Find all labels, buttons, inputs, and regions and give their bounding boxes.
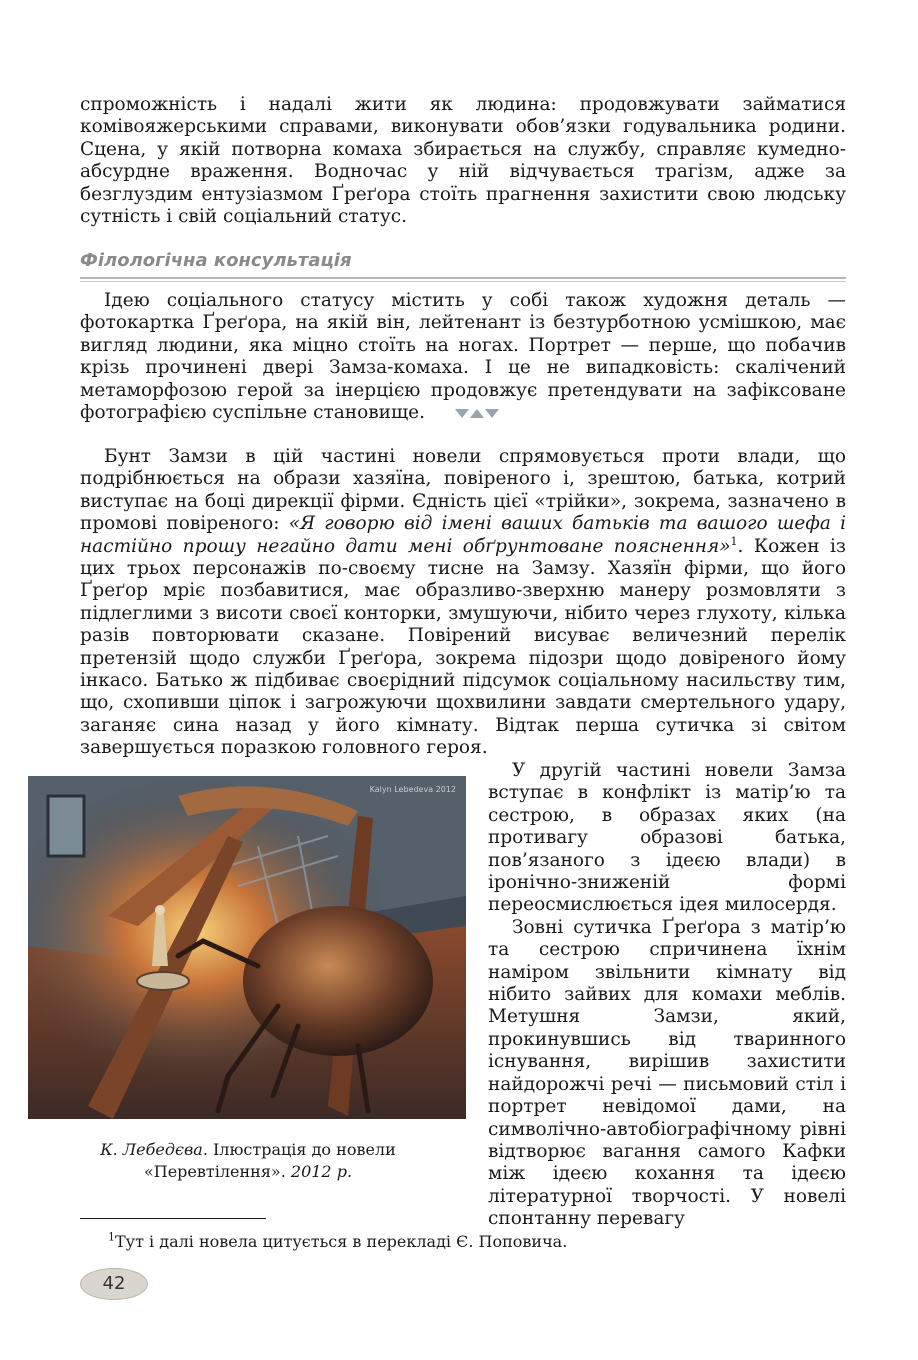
furniture-paragraph: Зовні сутичка Ґреґора з матір’ю та сестрою спричинена їхнім наміром звільнити кімнату від нібито зайвих для комахи меблів. Метушня Замзи, який, прокинувшись від тваринного існування, вирішив захистити найдорожчі речі — письмовий стіл і портрет невідомої дами, на символічно-автобіографічному рівні відтворює вагання самого Кафки між ідеєю кохання та ідеєю літературної творчості. У новелі спонтанну перевагу (488, 916, 846, 1230)
triangle-down-icon (455, 409, 469, 418)
triangle-up-icon (470, 409, 484, 418)
section-end-marker (431, 402, 500, 424)
illustration-caption (40, 1139, 456, 1183)
page-number: 42 (80, 1268, 148, 1300)
rebellion-text-start: Бунт Замзи в цій частині новели спрямовується проти влади, що подрібнюється на образи хазяїна, повіреного і, зрештою, батька, котрий виступає на боці дирекції фірми. Єдність цієї «трійки», зокрема, зазначено в промові повіреного: (80, 446, 846, 535)
right-column (488, 760, 846, 1231)
caption-author: К. Лебедєва (100, 1140, 203, 1159)
rebellion-paragraph (80, 446, 846, 760)
footnote-ref[interactable]: 1 (730, 534, 738, 548)
intro-paragraph: спроможність і надалі жити як людина: продовжувати займатися комівояжерськими справами, виконувати обов’язки годувальника родини. Сцена, у якій потворна комаха збирається на службу, справляє кумедно-абсурдне враження. Водночас у ній відчувається трагізм, адже за безглуздим ентузіазмом Ґреґора стоїть прагнення захистити свою людську сутність і свій соціальний статус. (80, 94, 846, 228)
consultation-text (80, 290, 846, 425)
triangle-down-icon (485, 409, 499, 418)
consultation-body: Ідею соціального статусу містить у собі також художня деталь — фотокартка Ґреґора, на якій він, лейтенант із безтурботною усмішкою, має вигляд людини, яка міцно стоїть на ногах. Портрет — перше, що побачив крізь прочинені двері Замза-комаха. І це не випадковість: скалічений метаморфозою герой за інерцією продовжує претендувати на зафіксоване фотографією суспільне становище. (80, 290, 846, 424)
consultation-divider (80, 277, 846, 282)
consultation-heading: Філологічна консультація (80, 250, 352, 271)
rebellion-text-end: . Кожен із цих трьох персонажів по-своєму тисне на Замзу. Хазяїн фірми, що його Ґреґор мріє позбавитися, має образливо-зверхню манеру розмовляти з підлеглими з висоти своєї конторки, змушуючи, нібито через глухоту, кілька разів повторювати сказане. Повірений висуває величезний перелік претензій щодо служби Ґреґора, зокрема підозри щодо довіреного йому інкасо. Батько ж підбиває своєрідний підсумок соціальному насильству тим, що, схопивши ціпок і загрожуючи щохвилини завдати смертельного удару, заганяє сина назад у його кімнату. Відтак перша сутичка зі світом завершується поразкою головного героя. (80, 535, 846, 759)
illustration (28, 776, 466, 1119)
footnote-mark: 1 (108, 1230, 115, 1244)
caption-year: 2012 р. (290, 1162, 353, 1181)
illustration-signature: Kalyn Lebedeva 2012 (369, 785, 456, 794)
quote: «Я говорю від імені ваших батьків та вашого шефа і настійно прошу негайно дати мені обґрунтоване пояснення» (80, 513, 846, 557)
footnote-divider (80, 1218, 266, 1219)
caption-text: . Ілюстрація до новели «Перевтілення». (143, 1140, 396, 1181)
mother-sister-paragraph: У другій частині новели Замза вступає в конфлікт із матір’ю та сестрою, в образах яких (на противагу образові батька, пов’язаного з ідеєю влади) в іронічно-зниженій формі переосмислюється ідея милосердя. (488, 760, 846, 916)
footnote (108, 1232, 567, 1252)
footnote-text: Тут і далі новела цитується в перекладі Є. Поповича. (115, 1232, 568, 1251)
